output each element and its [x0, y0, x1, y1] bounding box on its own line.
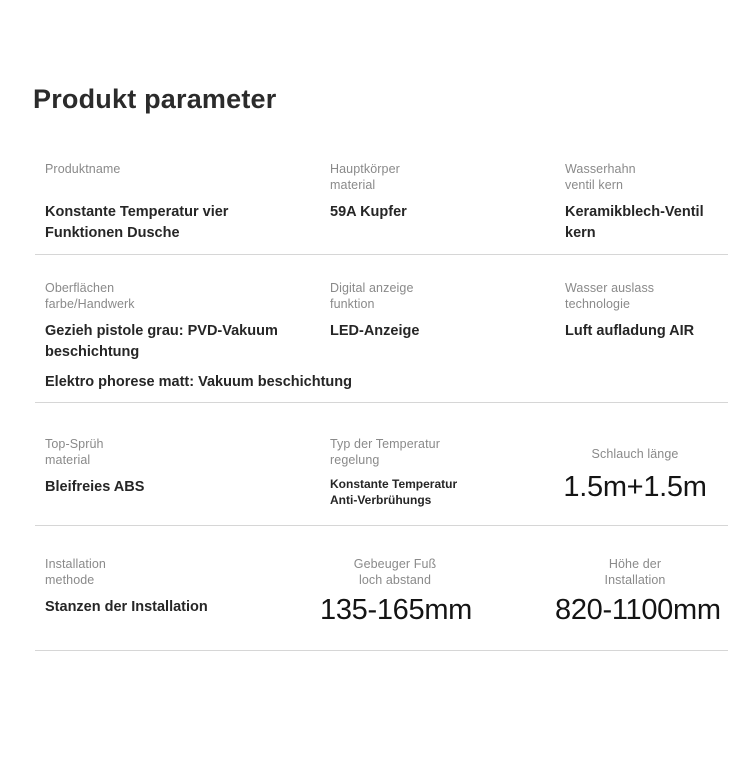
param-value [565, 202, 728, 243]
param-value [45, 477, 320, 498]
param-label-line: funktion [330, 296, 375, 311]
param-value-line: LED-Anzeige [330, 323, 420, 339]
cell-digital-anzeige-funktion [320, 281, 555, 402]
param-label-line: Digital anzeige [330, 281, 414, 295]
param-label [555, 437, 715, 463]
param-label-line: loch abstand [358, 572, 432, 587]
param-value-line: Luft aufladung AIR [565, 323, 695, 339]
param-label [330, 437, 555, 468]
param-value [45, 202, 320, 243]
param-value [555, 469, 715, 505]
param-label-line: farbe/Handwerk [45, 296, 135, 311]
param-label-line: Installation [45, 557, 106, 571]
param-value-line: 135-165mm [320, 594, 473, 626]
param-value-line: Elektro phorese matt: Vakuum beschichtung [45, 374, 352, 391]
cell-schlauch-laenge [555, 437, 728, 525]
cell-installation-methode [35, 557, 320, 650]
param-value-line: kern [565, 224, 596, 241]
table-row-3 [35, 403, 728, 526]
cell-typ-der-temperatur-regelung [320, 437, 555, 525]
param-value [45, 597, 320, 618]
param-label-line: material [330, 177, 376, 192]
param-value [330, 202, 555, 223]
cell-produktname [35, 162, 320, 254]
param-label-line: Produktname [45, 162, 121, 176]
param-label-line: regelung [330, 452, 380, 467]
param-label-line: Oberflächen [45, 281, 115, 295]
param-value [330, 477, 555, 509]
table-row-4 [35, 526, 728, 651]
cell-wasser-auslass-technologie [555, 281, 728, 402]
param-value-line: Konstante Temperatur vier [45, 204, 229, 220]
param-value [320, 592, 473, 628]
table-row-2 [35, 255, 728, 403]
param-label-line: Gebeuger Fuß [353, 557, 437, 571]
param-value-line: Keramikblech-Ventil [565, 204, 704, 220]
cell-hoehe-der-installation [555, 557, 728, 650]
param-value-line: 1.5m+1.5m [563, 470, 707, 503]
param-label [555, 557, 715, 588]
cell-gebeuger-fuss-loch-abstand [320, 557, 555, 650]
param-label-line: Typ der Temperatur [330, 437, 440, 451]
cell-top-sprueh-material [35, 437, 320, 525]
param-label [45, 437, 320, 468]
param-value [330, 321, 555, 342]
param-label-line: Hauptkörper [330, 162, 400, 176]
param-label-line: Höhe der [608, 557, 662, 571]
page-title: Produkt parameter [33, 84, 277, 114]
param-value-line: Anti-Verbrühungs [330, 492, 432, 507]
param-label [45, 281, 320, 312]
param-value [45, 321, 352, 393]
param-label [45, 557, 320, 588]
param-value-line: Stanzen der Installation [45, 599, 208, 615]
parameter-table [35, 149, 728, 651]
param-value-line: Konstante Temperatur [330, 477, 458, 491]
param-value-line: 820-1100mm [555, 594, 721, 626]
param-label-line: ventil kern [565, 177, 624, 192]
param-value-line: Bleifreies ABS [45, 479, 145, 495]
param-label-line: methode [45, 572, 95, 587]
param-label-line: Installation [604, 572, 666, 587]
table-row-1 [35, 149, 728, 255]
param-label [565, 281, 728, 312]
param-value-line: beschichtung [45, 343, 140, 360]
param-label [320, 557, 470, 588]
param-value-line: Gezieh pistole grau: PVD-Vakuum [45, 323, 278, 339]
cell-oberflaechen-farbe-handwerk [35, 281, 352, 402]
param-label [330, 281, 555, 312]
param-label [565, 162, 728, 193]
param-label [45, 162, 320, 193]
param-label-line: Wasserhahn [565, 162, 636, 176]
param-value-line: 59A Kupfer [330, 204, 407, 220]
param-label [330, 162, 555, 193]
param-value [565, 321, 728, 342]
cell-wasserhahn-ventil-kern [555, 162, 728, 254]
param-label-line: Top-Sprüh [45, 437, 104, 451]
param-label-line: Wasser auslass [565, 281, 655, 295]
param-label-line: Schlauch länge [591, 447, 679, 461]
param-label-line: technologie [565, 296, 631, 311]
param-value-line: Funktionen Dusche [45, 224, 180, 241]
param-label-line: material [45, 452, 91, 467]
cell-hauptkoerper-material [320, 162, 555, 254]
param-value [555, 592, 721, 628]
